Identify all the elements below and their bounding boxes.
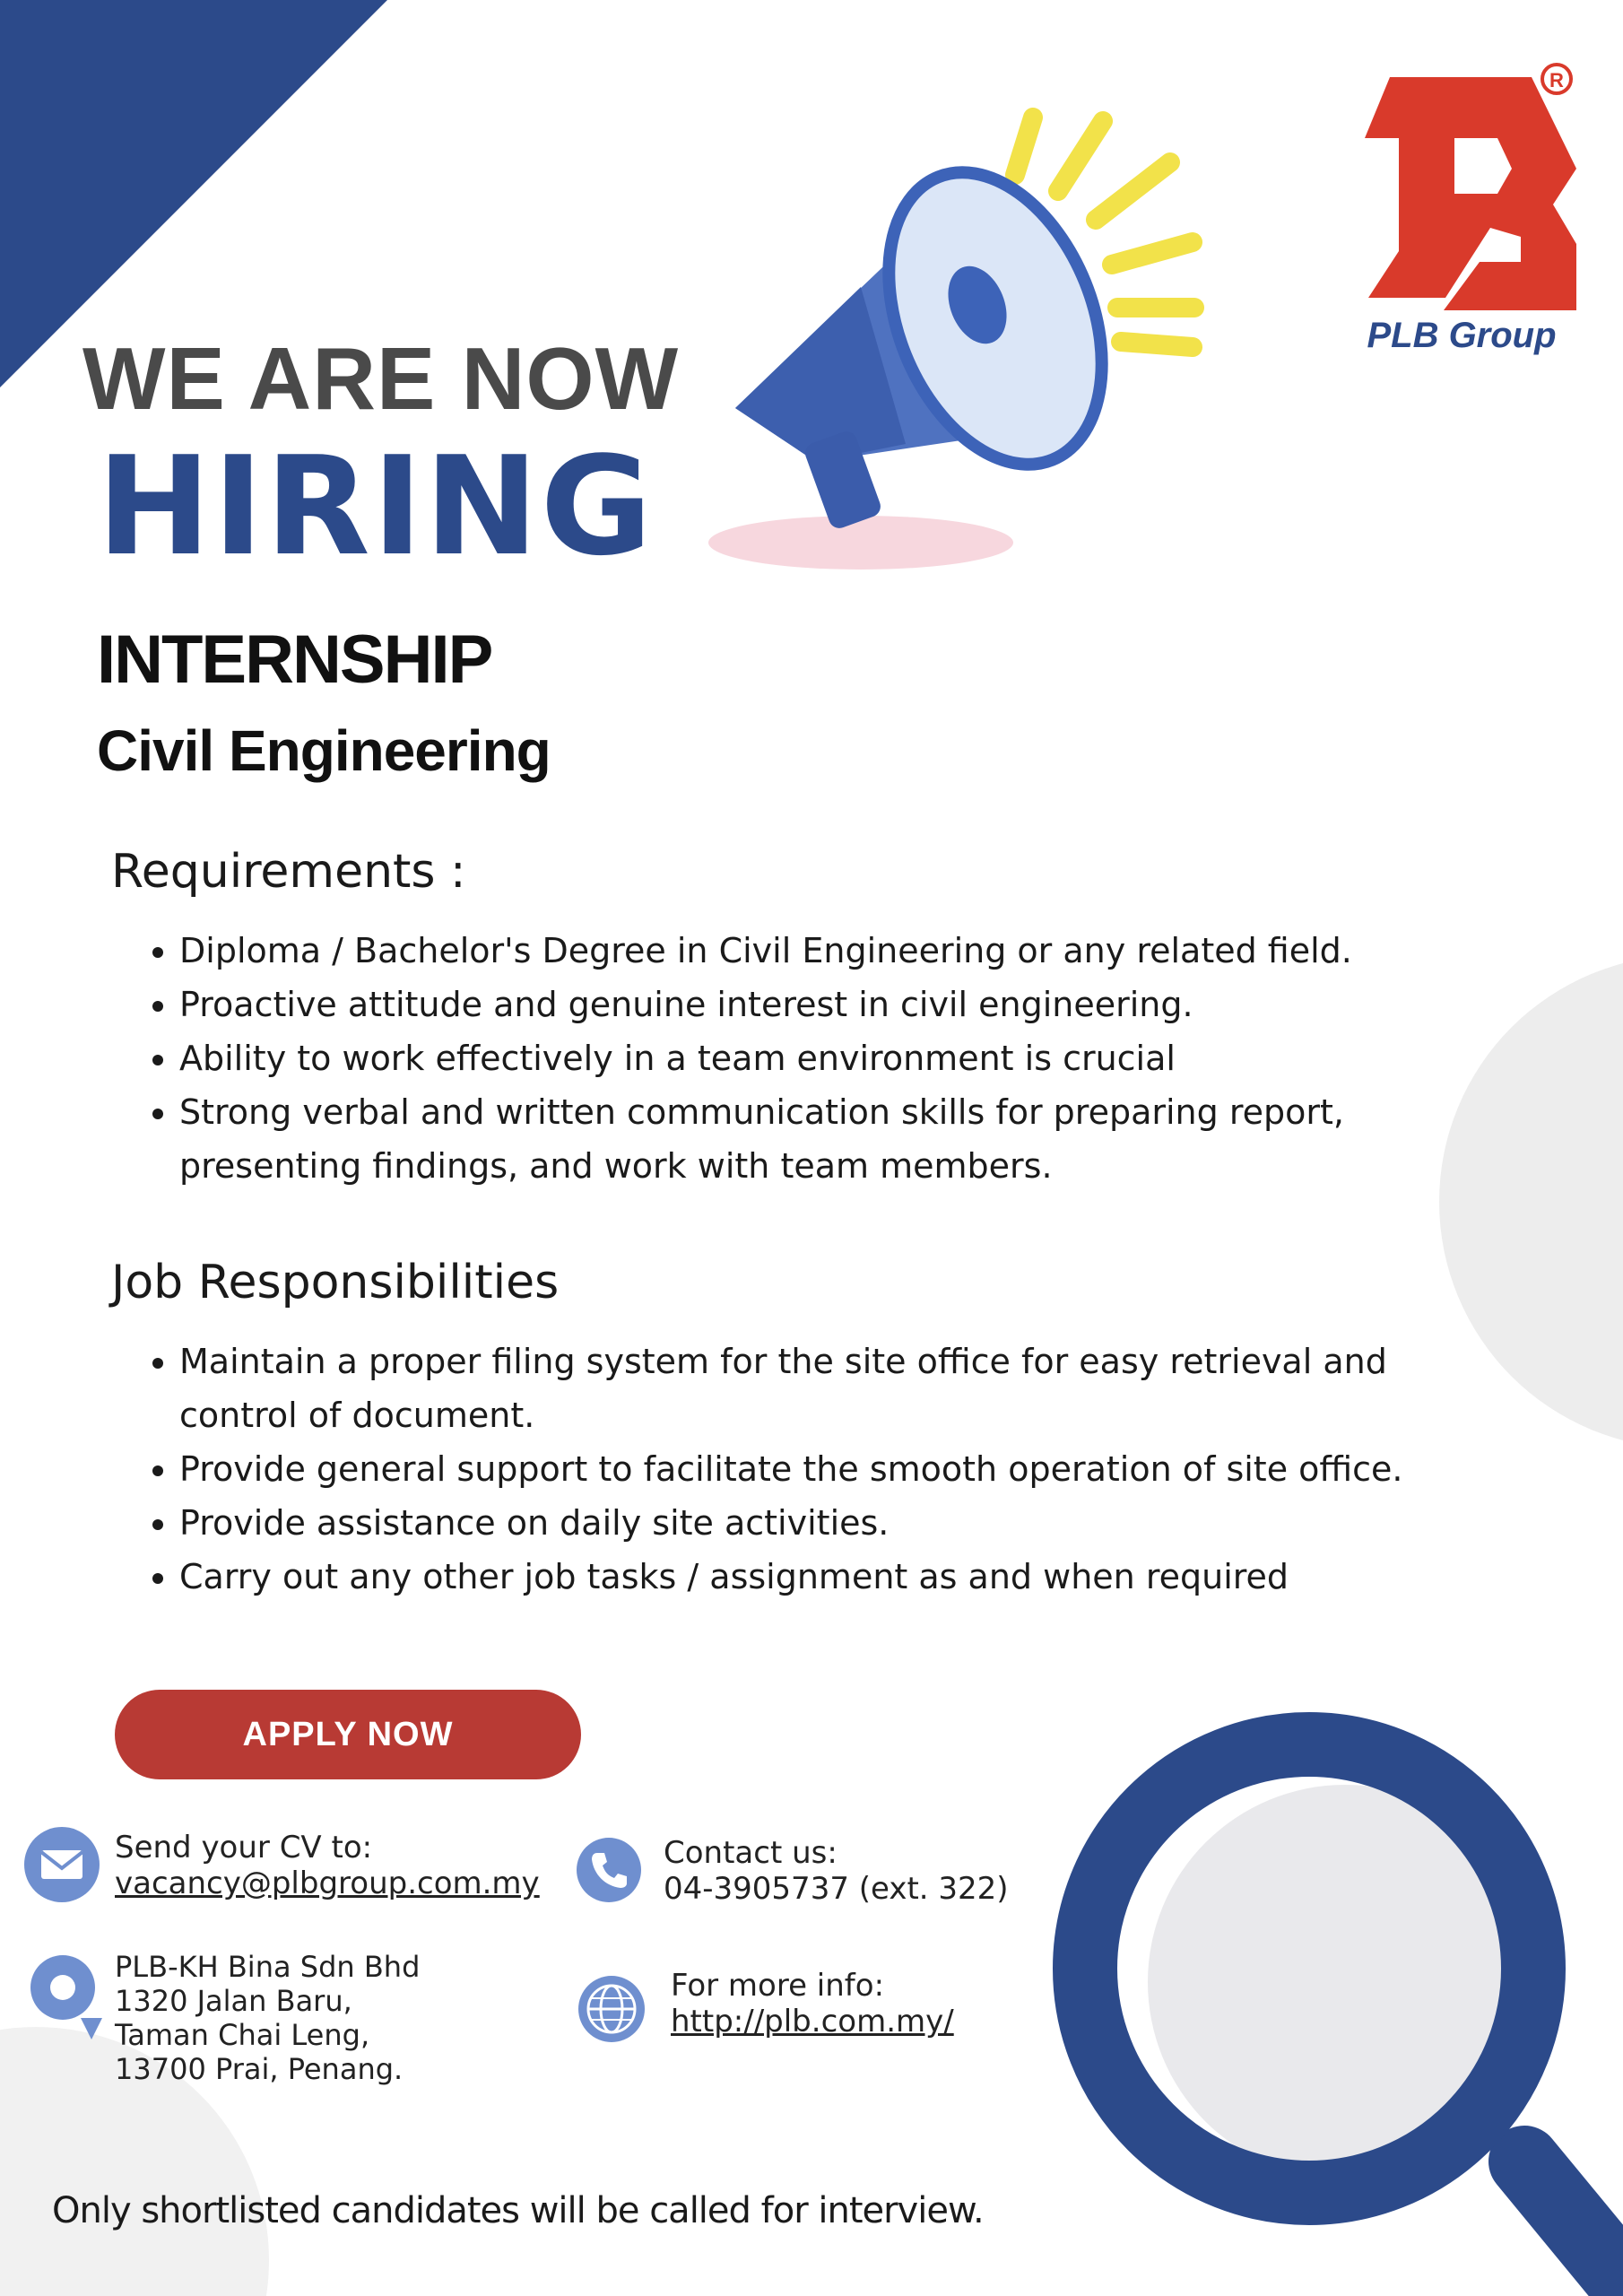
website-label: For more info: [671,1968,885,2004]
list-item: • Maintain a proper filing system for the site office for easy retrieval and control of document. [179,1335,1488,1442]
list-item: • Ability to work effectively in a team environment is crucial [179,1031,1488,1085]
globe-icon [577,1975,646,2043]
svg-text:R: R [1549,69,1564,91]
responsibilities-title: Job Responsibilities [111,1256,560,1309]
position-field: Civil Engineering [97,718,551,783]
headline-line-2: HIRING [97,427,655,586]
cv-email-link[interactable]: vacancy@plbgroup.com.my [115,1866,540,1901]
list-item: • Proactive attitude and genuine interest in civil engineering. [179,978,1488,1031]
address-block [115,1950,420,2086]
list-item: • Strong verbal and written communication skills for preparing report, presenting findings, and work with team members. [179,1085,1488,1193]
phone-contact [664,1835,1009,1907]
cv-label: Send your CV to: [115,1830,373,1866]
location-pin-icon [27,1953,108,2052]
responsibilities-list [143,1335,1488,1604]
mail-icon [23,1826,100,1903]
logo-brand-text: PLB Group [1367,316,1557,355]
list-item: • Provide general support to facilitate the smooth operation of site office. [179,1442,1488,1496]
website-link[interactable]: http://plb.com.my/ [671,2004,954,2039]
list-item: • Carry out any other job tasks / assignment as and when required [179,1550,1488,1604]
requirements-list [143,924,1488,1193]
website-contact [671,1968,954,2039]
list-item: • Diploma / Bachelor's Degree in Civil Engineering or any related field. [179,924,1488,978]
address-line: 1320 Jalan Baru, [115,1984,352,2018]
phone-number[interactable]: 04-3905737 (ext. 322) [664,1871,1009,1907]
footer-note: Only shortlisted candidates will be called for interview. [52,2190,984,2231]
address-line: 13700 Prai, Penang. [115,2052,404,2086]
phone-label: Contact us: [664,1835,838,1871]
phone-icon [576,1837,642,1903]
megaphone-icon [681,85,1237,587]
position-title: INTERNSHIP [97,622,492,698]
headline-line-1: WE ARE NOW [82,329,680,428]
requirements-title: Requirements : [111,845,466,899]
list-item: • Provide assistance on daily site activities. [179,1496,1488,1550]
address-line: PLB-KH Bina Sdn Bhd [115,1950,421,1984]
cv-contact [115,1830,540,1901]
apply-now-button[interactable]: APPLY NOW [115,1690,581,1779]
magnifier-icon [1085,1744,1623,2296]
address-line: Taman Chai Leng, [115,2018,370,2052]
